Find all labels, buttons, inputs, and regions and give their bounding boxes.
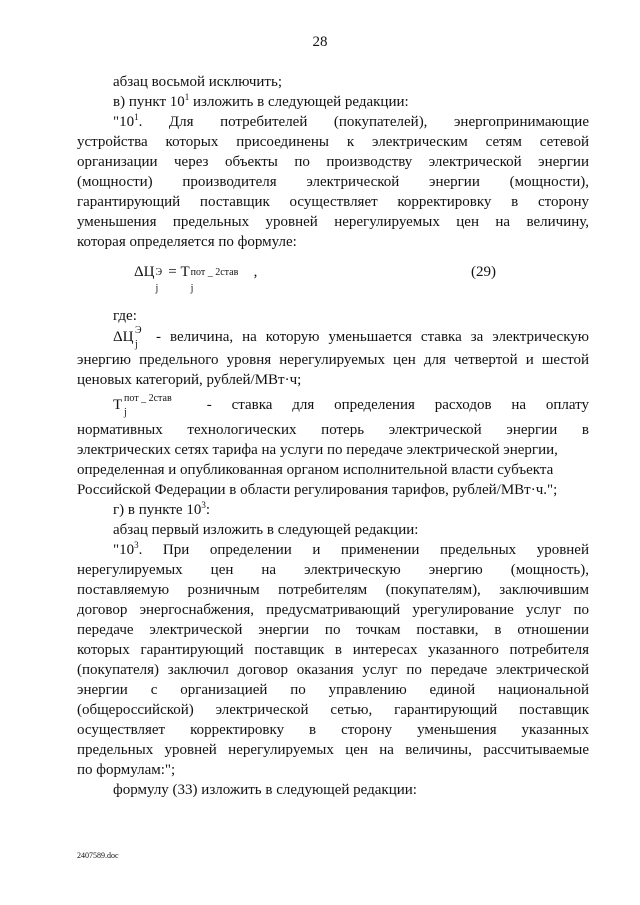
text-line: абзац восьмой исключить; bbox=[113, 74, 282, 90]
text-line: договор энергоснабжения, предусматривающий урегулирование услуг по bbox=[77, 602, 589, 618]
definition-line: ΔЦ Э j - величина, на которую уменьшается ставка за электрическую bbox=[113, 325, 589, 350]
formula-29: ΔЦ Э j = T пот _ 2став j , bbox=[134, 264, 258, 294]
text-line: абзац первый изложить в следующей редакции: bbox=[113, 522, 419, 538]
text-line: поставляемую розничным потребителям (покупателям), заключившим bbox=[77, 582, 589, 598]
text-line: нормативных технологических потерь электрической энергии в bbox=[77, 422, 589, 438]
text-line: по формулам:"; bbox=[77, 762, 176, 778]
text-line: передаче электрической энергии по точкам поставки, в отношении bbox=[77, 622, 589, 638]
text-line: электрических сетях тарифа на услуги по передаче электрической энергии, bbox=[77, 442, 558, 458]
text-line: предельных уровней нерегулируемых цен на величины, рассчитываемые bbox=[77, 742, 589, 758]
text-line: (покупателя) заключил договор оказания услуг по передаче электрической bbox=[77, 662, 589, 678]
text-line: энергию предельного уровня нерегулируемых цен для четвертой и шестой bbox=[77, 352, 589, 368]
text-line: осуществляет корректировку в сторону уменьшения указанных bbox=[77, 722, 589, 738]
definition-line: T пот _ 2став j - ставка для определения расходов на оплату bbox=[113, 393, 589, 418]
text-line: "$10^1$. Для потребителей (покупателей), энергопринимающие bbox=[113, 112, 589, 130]
formula-number: (29) bbox=[471, 264, 496, 280]
text-line: где: bbox=[113, 308, 137, 324]
text-line: гарантирующий поставщик осуществляет корректировку в сторону bbox=[77, 194, 589, 210]
text-line: формулу (33) изложить в следующей редакции: bbox=[113, 782, 417, 798]
text-line: которая определяется по формуле: bbox=[77, 234, 297, 250]
text-line: энергии с организацией по управлению единой национальной bbox=[77, 682, 589, 698]
text-line: (мощности) производителя электрической энергии (мощности), bbox=[77, 174, 589, 190]
footer-filename: 2407589.doc bbox=[77, 851, 119, 860]
page-number: 28 bbox=[312, 34, 328, 50]
text-line: ценовых категорий, рублей/МВт·ч; bbox=[77, 372, 302, 388]
text-line: организации через объекты по производству электрической энергии bbox=[77, 154, 589, 170]
text-line: г) в пункте $10^3$: bbox=[113, 500, 211, 518]
text-line: определенная и опубликованная органом исполнительной власти субъекта bbox=[77, 462, 554, 478]
text-line: которых гарантирующий поставщик в интересах указанного потребителя bbox=[77, 642, 589, 658]
text-line: в) пункт $10^1$ изложить в следующей редакции: bbox=[113, 92, 409, 110]
text-line: "$10^3$. При определении и применении предельных уровней bbox=[113, 540, 589, 558]
text-line: уменьшения предельных уровней нерегулируемых цен на величину, bbox=[77, 214, 589, 230]
text-line: (общероссийской) электрической сетью, гарантирующий поставщик bbox=[77, 702, 589, 718]
text-line: устройства которых присоединены к электрическим сетям сетевой bbox=[77, 134, 589, 150]
text-line: нерегулируемых цен на электрическую энергию (мощность), bbox=[77, 562, 589, 578]
text-line: Российской Федерации в области регулирования тарифов, рублей/МВт·ч."; bbox=[77, 482, 558, 498]
